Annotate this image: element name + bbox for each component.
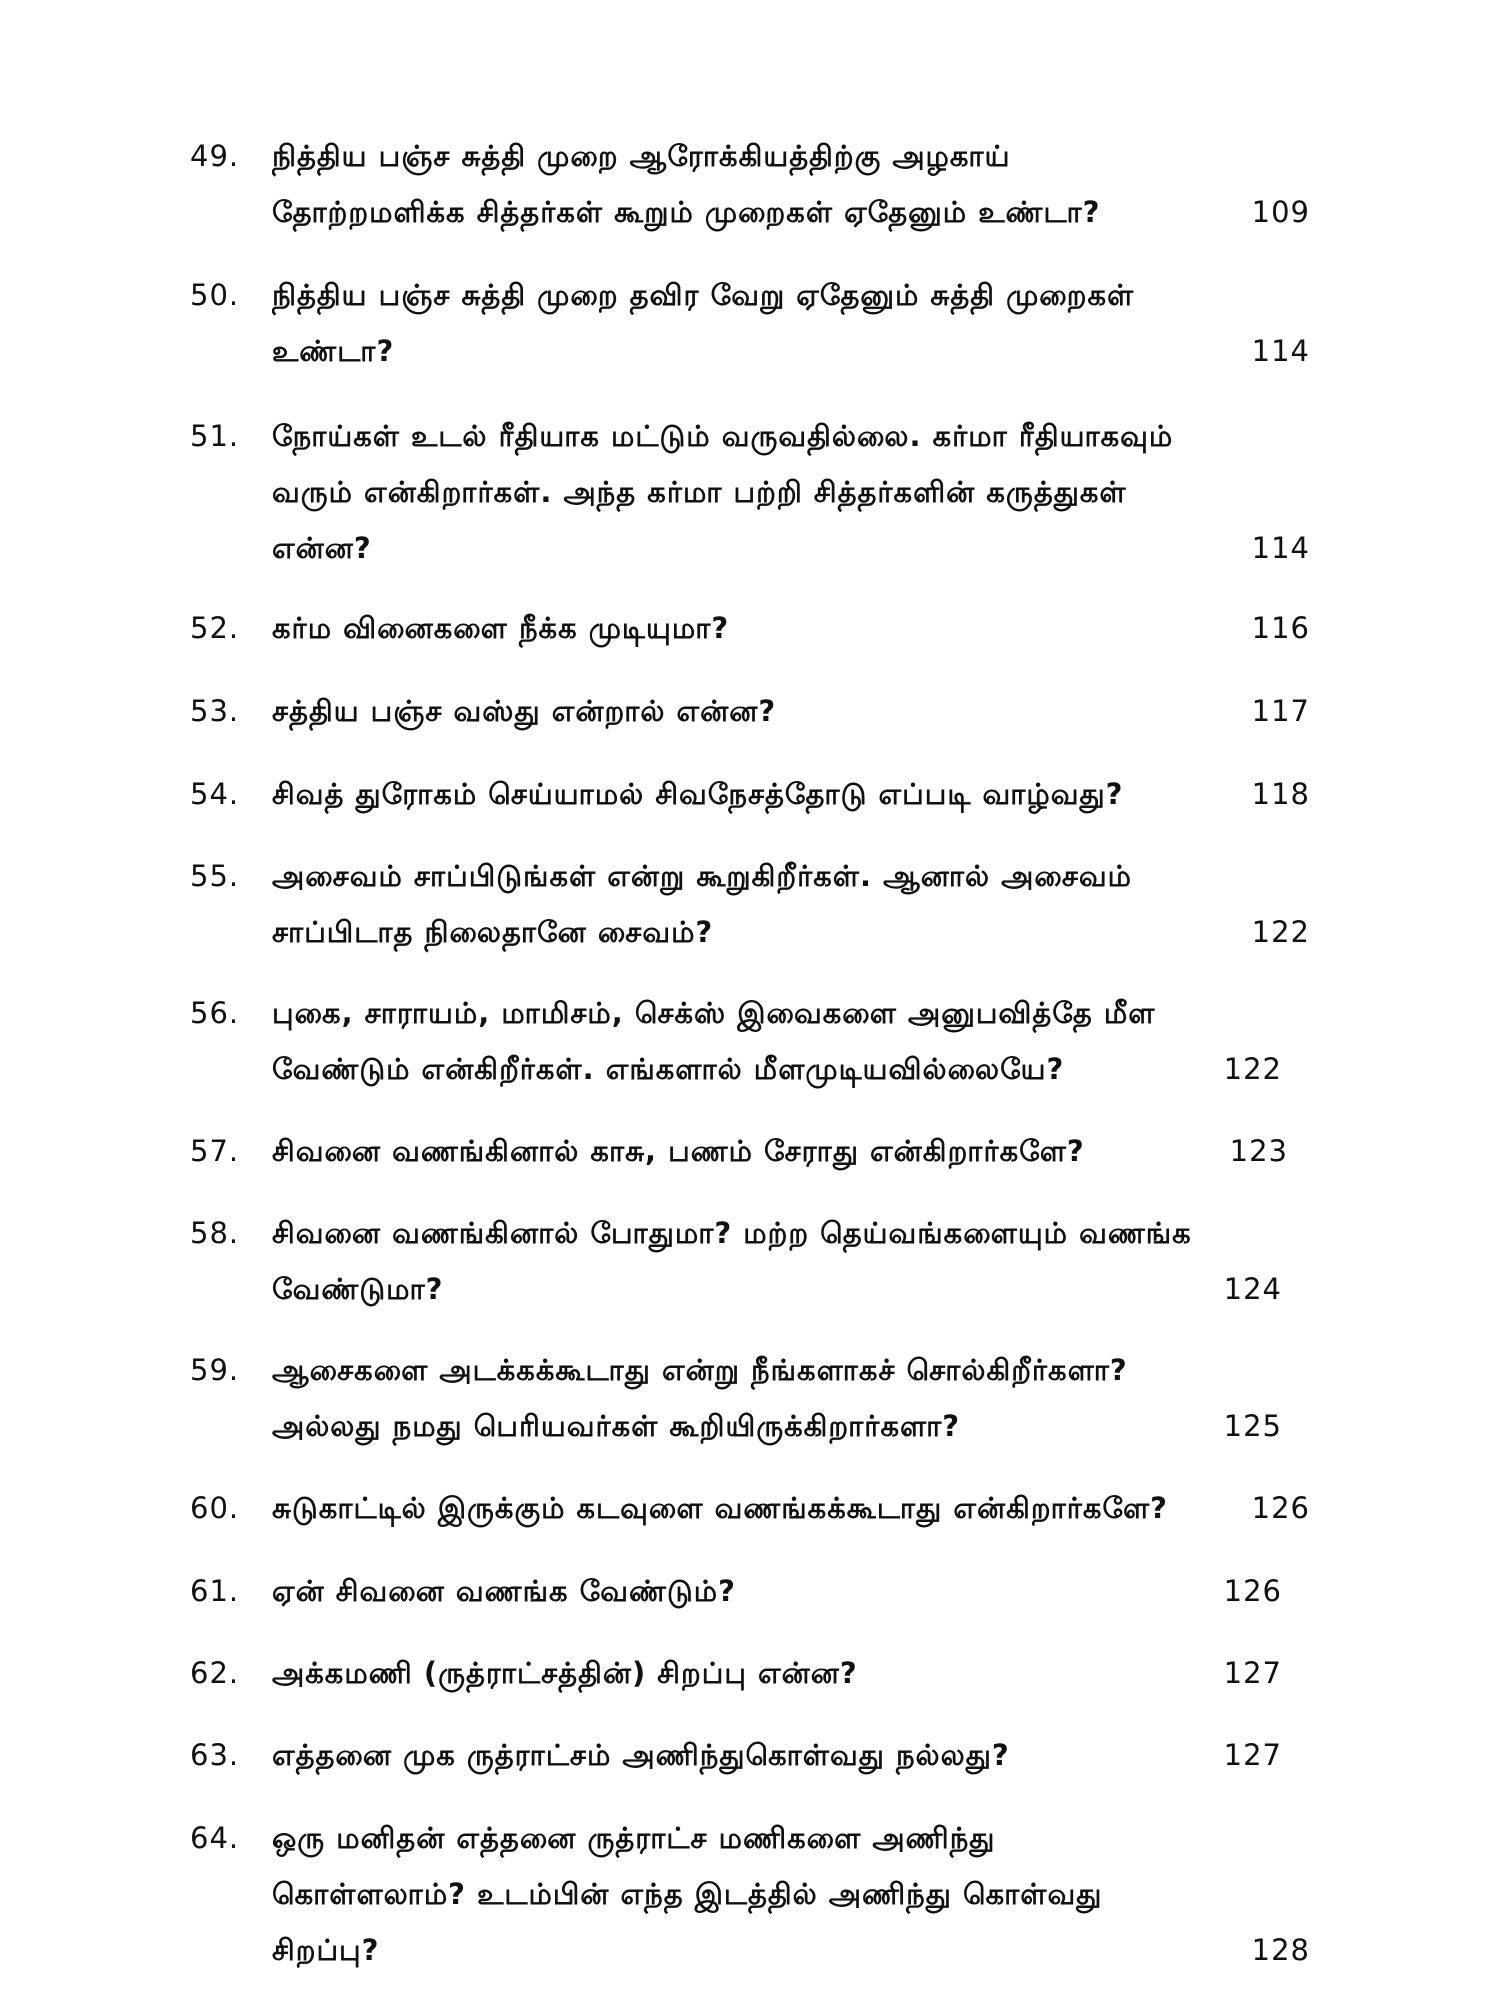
entry-question [272,600,1272,656]
entry-question [272,1810,1272,1978]
question-line: ஏன் சிவனை வணங்க வேண்டும்? [272,1574,736,1608]
page-number: 127 [1223,1738,1282,1772]
question-line: வேண்டுமா? [272,1272,444,1306]
question-line: அல்லது நமது பெரியவர்கள் கூறியிருக்கிறார்களா? [272,1409,961,1443]
entry-question [272,267,1272,379]
page-number: 124 [1223,1272,1282,1306]
question-line: சத்திய பஞ்ச வஸ்து என்றால் என்ன? [272,694,777,728]
question-line: சுடுகாட்டில் இருக்கும் கடவுளை வணங்கக்கூடாது என்கிறார்களே? [272,1491,1168,1525]
question-line: சிவத் துரோகம் செய்யாமல் சிவநேசத்தோடு எப்படி வாழ்வது? [272,777,1124,811]
question-line: என்ன? [272,531,372,565]
question-line: நோய்கள் உடல் ரீதியாக மட்டும் வருவதில்லை. கர்மா ரீதியாகவும் [272,419,1174,453]
entry-question [272,683,1272,739]
question-line: சிவனை வணங்கினால் போதுமா? மற்ற தெய்வங்களையும் வணங்க [272,1216,1192,1250]
entry-number: 61. [190,1574,240,1608]
page-number: 109 [1251,195,1310,229]
page-number: 118 [1251,777,1310,811]
page-number: 125 [1223,1409,1282,1443]
question-line: உண்டா? [272,334,395,368]
question-line: கர்ம வினைகளை நீக்க முடியுமா? [272,611,730,645]
question-line: அசைவம் சாப்பிடுங்கள் என்று கூறுகிறீர்கள். ஆனால் அசைவம் [272,859,1133,893]
entry-question [272,848,1272,960]
entry-number: 64. [190,1821,240,1855]
question-line: ஆசைகளை அடக்கக்கூடாது என்று நீங்களாகச் சொல்கிறீர்களா? [272,1353,1128,1387]
question-line: தோற்றமளிக்க சித்தர்கள் கூறும் முறைகள் ஏதேனும் உண்டா? [272,195,1101,229]
question-line: நித்திய பஞ்ச சுத்தி முறை தவிர வேறு ஏதேனும் சுத்தி முறைகள் [272,278,1135,312]
entry-question [272,1205,1272,1317]
question-line: வேண்டும் என்கிறீர்கள். எங்களால் மீளமுடியவில்லையே? [272,1052,1065,1086]
entry-question [272,1645,1272,1701]
page-number: 127 [1223,1656,1282,1690]
entry-question [272,1563,1272,1619]
entry-number: 52. [190,611,240,645]
entry-number: 56. [190,996,240,1030]
question-line: கொள்ளலாம்? உடம்பின் எந்த இடத்தில் அணிந்து கொள்வது [272,1877,1103,1911]
entry-number: 62. [190,1656,240,1690]
question-line: நித்திய பஞ்ச சுத்தி முறை ஆரோக்கியத்திற்கு அழகாய் [272,139,1011,173]
entry-number: 60. [190,1491,240,1525]
question-line: அக்கமணி (ருத்ராட்சத்தின்) சிறப்பு என்ன? [272,1656,858,1690]
page-number: 123 [1229,1134,1288,1168]
question-line: புகை, சாராயம், மாமிசம், செக்ஸ் இவைகளை அனுபவித்தே மீள [272,996,1156,1030]
entry-number: 58. [190,1216,240,1250]
entry-question [272,408,1272,576]
entry-question [272,766,1272,822]
entry-question [272,128,1272,240]
entry-question [272,1123,1272,1179]
question-line: சாப்பிடாத நிலைதானே சைவம்? [272,915,714,949]
entry-question [272,1480,1272,1536]
page-number: 122 [1223,1052,1282,1086]
page-number: 114 [1251,334,1310,368]
page-number: 116 [1251,611,1310,645]
entry-question [272,1727,1272,1783]
question-line: சிறப்பு? [272,1933,380,1967]
question-line: எத்தனை முக ருத்ராட்சம் அணிந்துகொள்வது நல்லது? [272,1738,1010,1772]
entry-number: 57. [190,1134,240,1168]
entry-question [272,1342,1272,1454]
page-number: 126 [1223,1574,1282,1608]
question-line: வரும் என்கிறார்கள். அந்த கர்மா பற்றி சித்தர்களின் கருத்துகள் [272,475,1127,509]
entry-number: 51. [190,419,240,453]
entry-number: 53. [190,694,240,728]
page-number: 126 [1251,1491,1310,1525]
page-number: 122 [1251,915,1310,949]
entry-number: 49. [190,139,240,173]
question-line: சிவனை வணங்கினால் காசு, பணம் சேராது என்கிறார்களே? [272,1134,1085,1168]
entry-question [272,985,1272,1097]
page-number: 117 [1251,694,1310,728]
entry-number: 50. [190,278,240,312]
entry-number: 59. [190,1353,240,1387]
entry-number: 55. [190,859,240,893]
entry-number: 63. [190,1738,240,1772]
entry-number: 54. [190,777,240,811]
page-number: 114 [1251,531,1310,565]
page-number: 128 [1251,1933,1310,1967]
question-line: ஒரு மனிதன் எத்தனை ருத்ராட்ச மணிகளை அணிந்து [272,1821,996,1855]
